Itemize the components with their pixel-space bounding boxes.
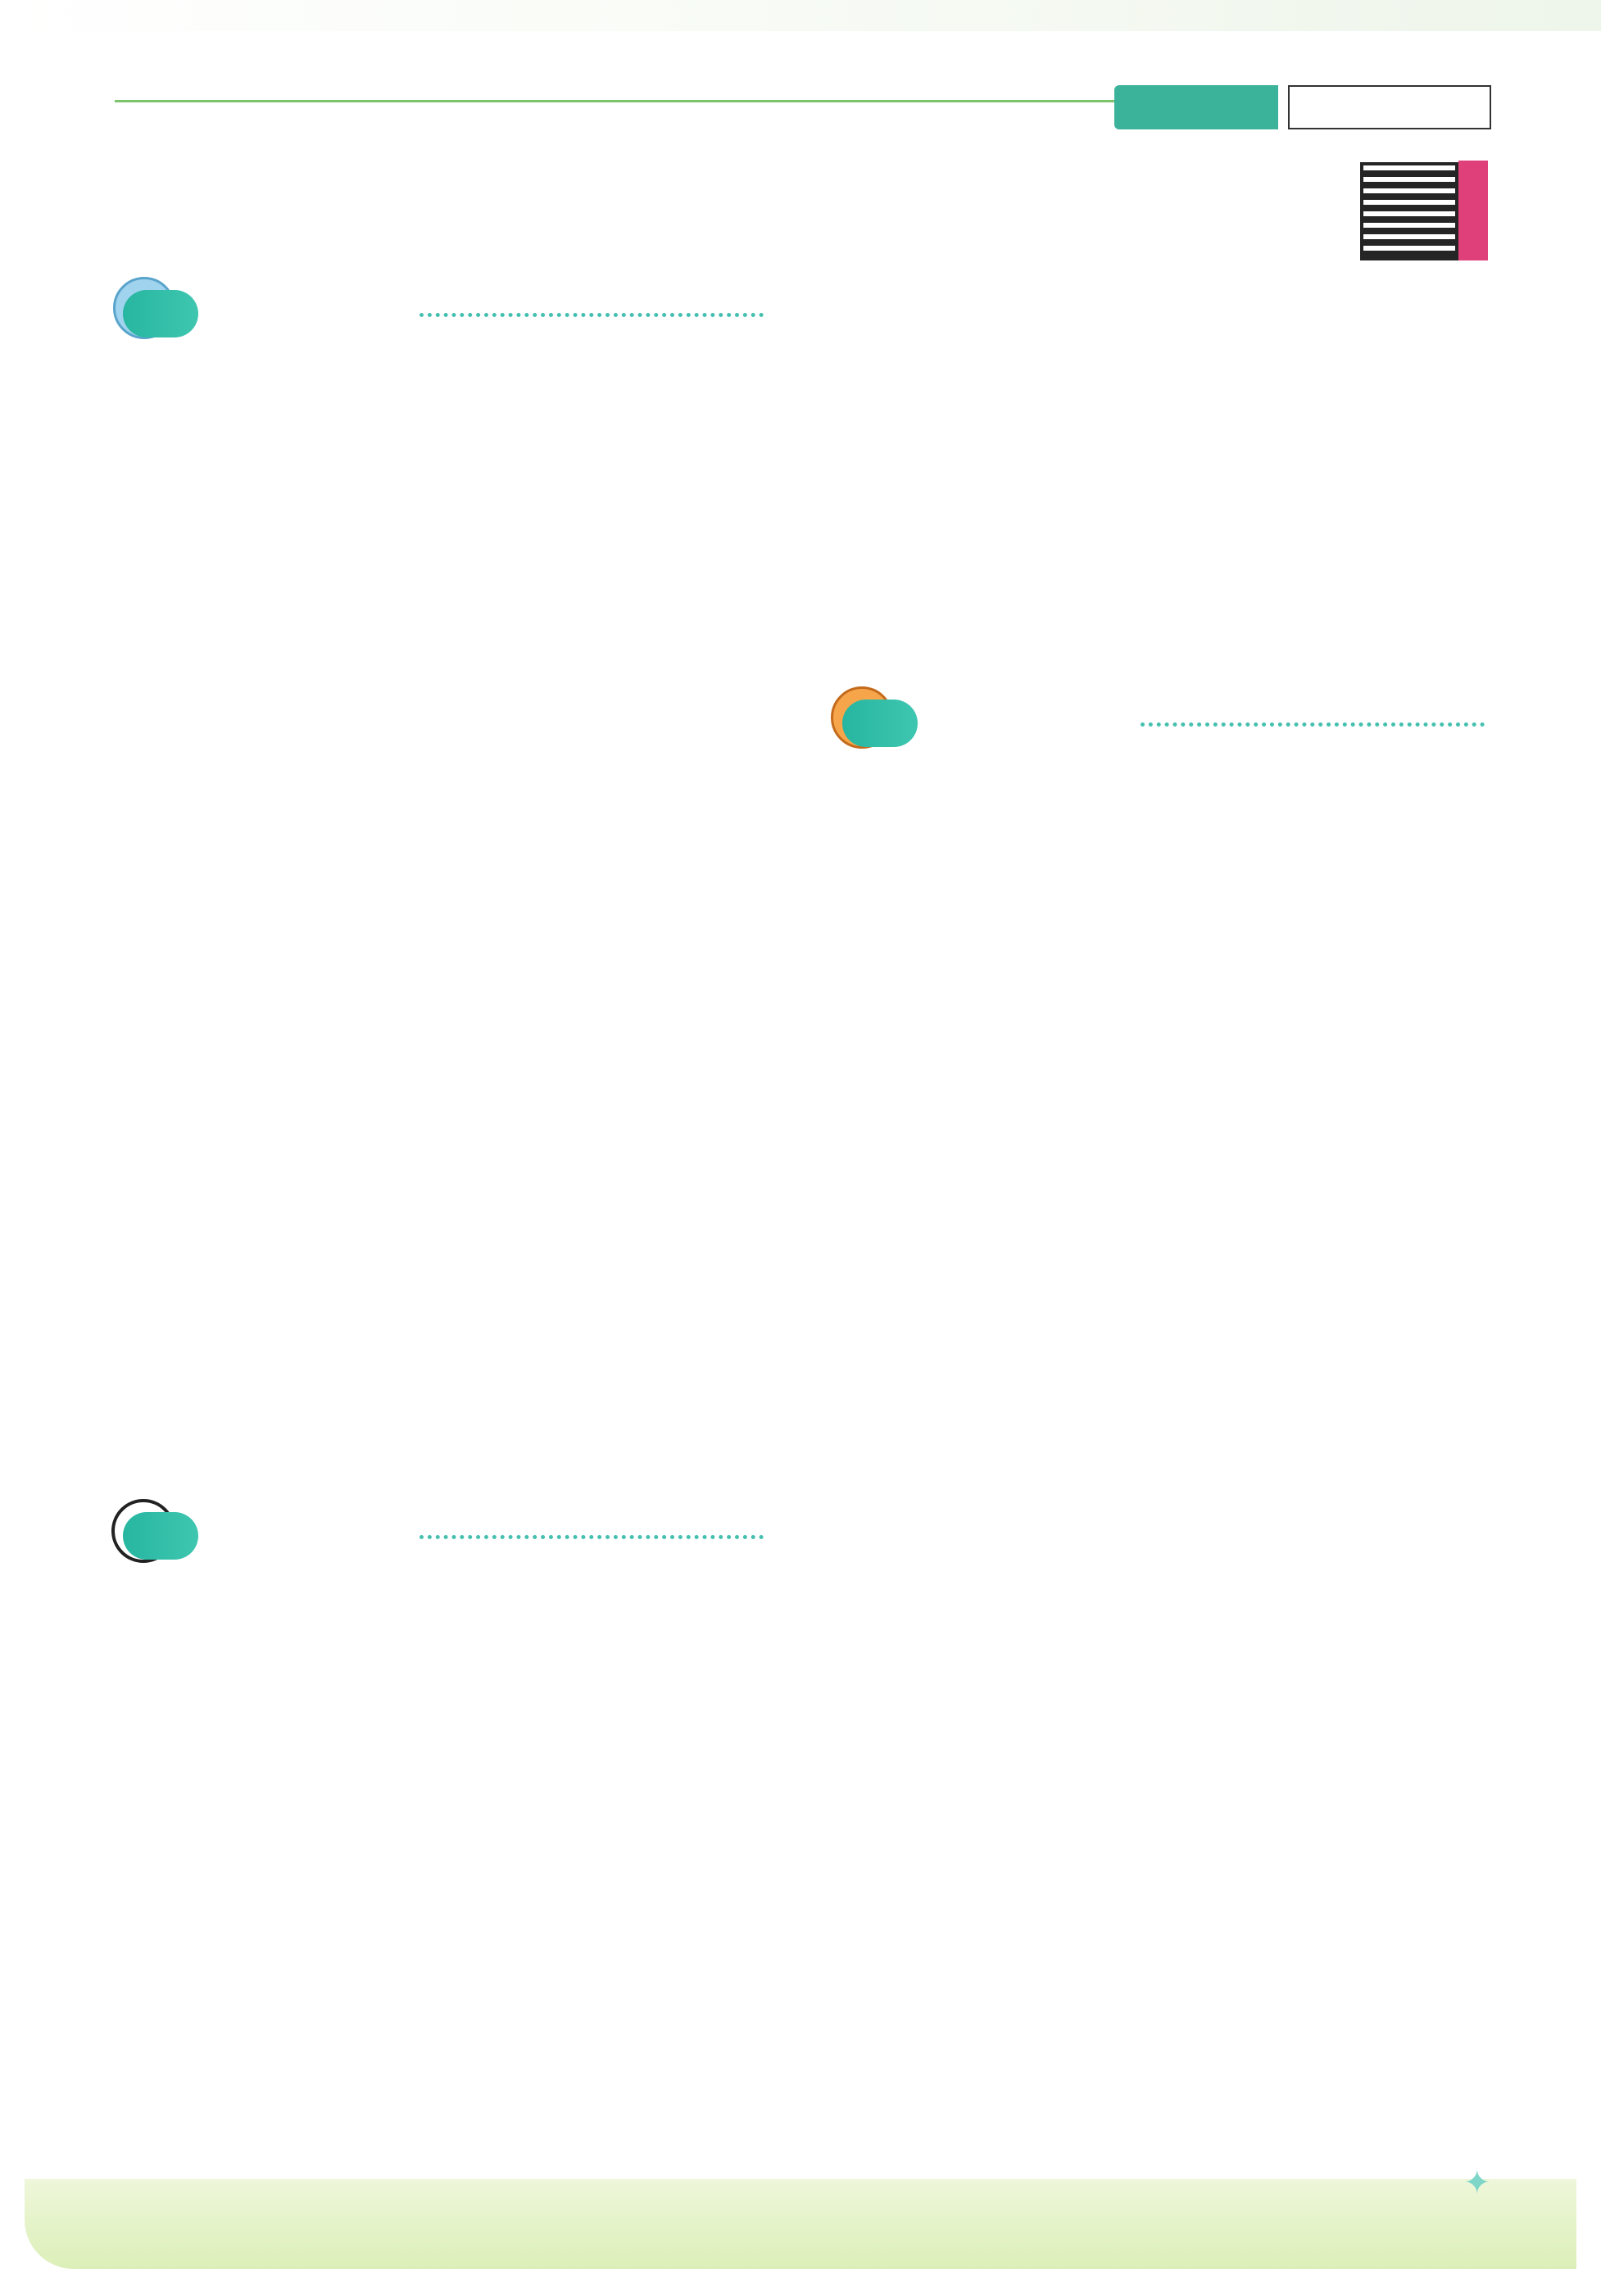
q3-part3-line1 bbox=[875, 500, 941, 554]
q4-part2-line1 bbox=[873, 1504, 947, 1558]
q2-part2-line2 bbox=[215, 1325, 269, 1379]
section-basic bbox=[123, 290, 198, 337]
q3-part1-line1 bbox=[875, 267, 941, 321]
qr-note bbox=[1458, 161, 1488, 260]
section-basic-dots bbox=[420, 313, 764, 317]
star-icon: ✦ bbox=[1463, 2164, 1491, 2202]
section-ability-dots bbox=[420, 1535, 764, 1539]
q1-line2 bbox=[152, 414, 208, 469]
chart-q2 bbox=[156, 795, 762, 1155]
qr-code[interactable] bbox=[1360, 162, 1458, 260]
section-core bbox=[842, 700, 918, 747]
q2-part1-line1 bbox=[152, 1163, 269, 1217]
q4-part1-line1 bbox=[873, 1388, 947, 1442]
q4-part3-line1 bbox=[873, 1620, 939, 1674]
q2-part2-line4 bbox=[215, 1433, 305, 1488]
q3-part2-line1 bbox=[875, 383, 941, 437]
mini-chart-a bbox=[164, 1684, 459, 1905]
section-ability bbox=[123, 1512, 198, 1560]
unit-tag bbox=[1114, 85, 1278, 129]
header-rule bbox=[115, 100, 1123, 102]
mini-chart-c bbox=[164, 1918, 459, 2140]
mini-chart-d bbox=[487, 1918, 782, 2140]
section-core-dots bbox=[1141, 722, 1485, 727]
bottom-band bbox=[25, 2179, 1576, 2269]
chart-q4 bbox=[909, 1060, 1499, 1379]
top-band bbox=[0, 0, 1601, 31]
q2-part2-line1 bbox=[152, 1271, 210, 1325]
topic-tag bbox=[1288, 85, 1491, 129]
mini-chart-b bbox=[487, 1684, 782, 1905]
